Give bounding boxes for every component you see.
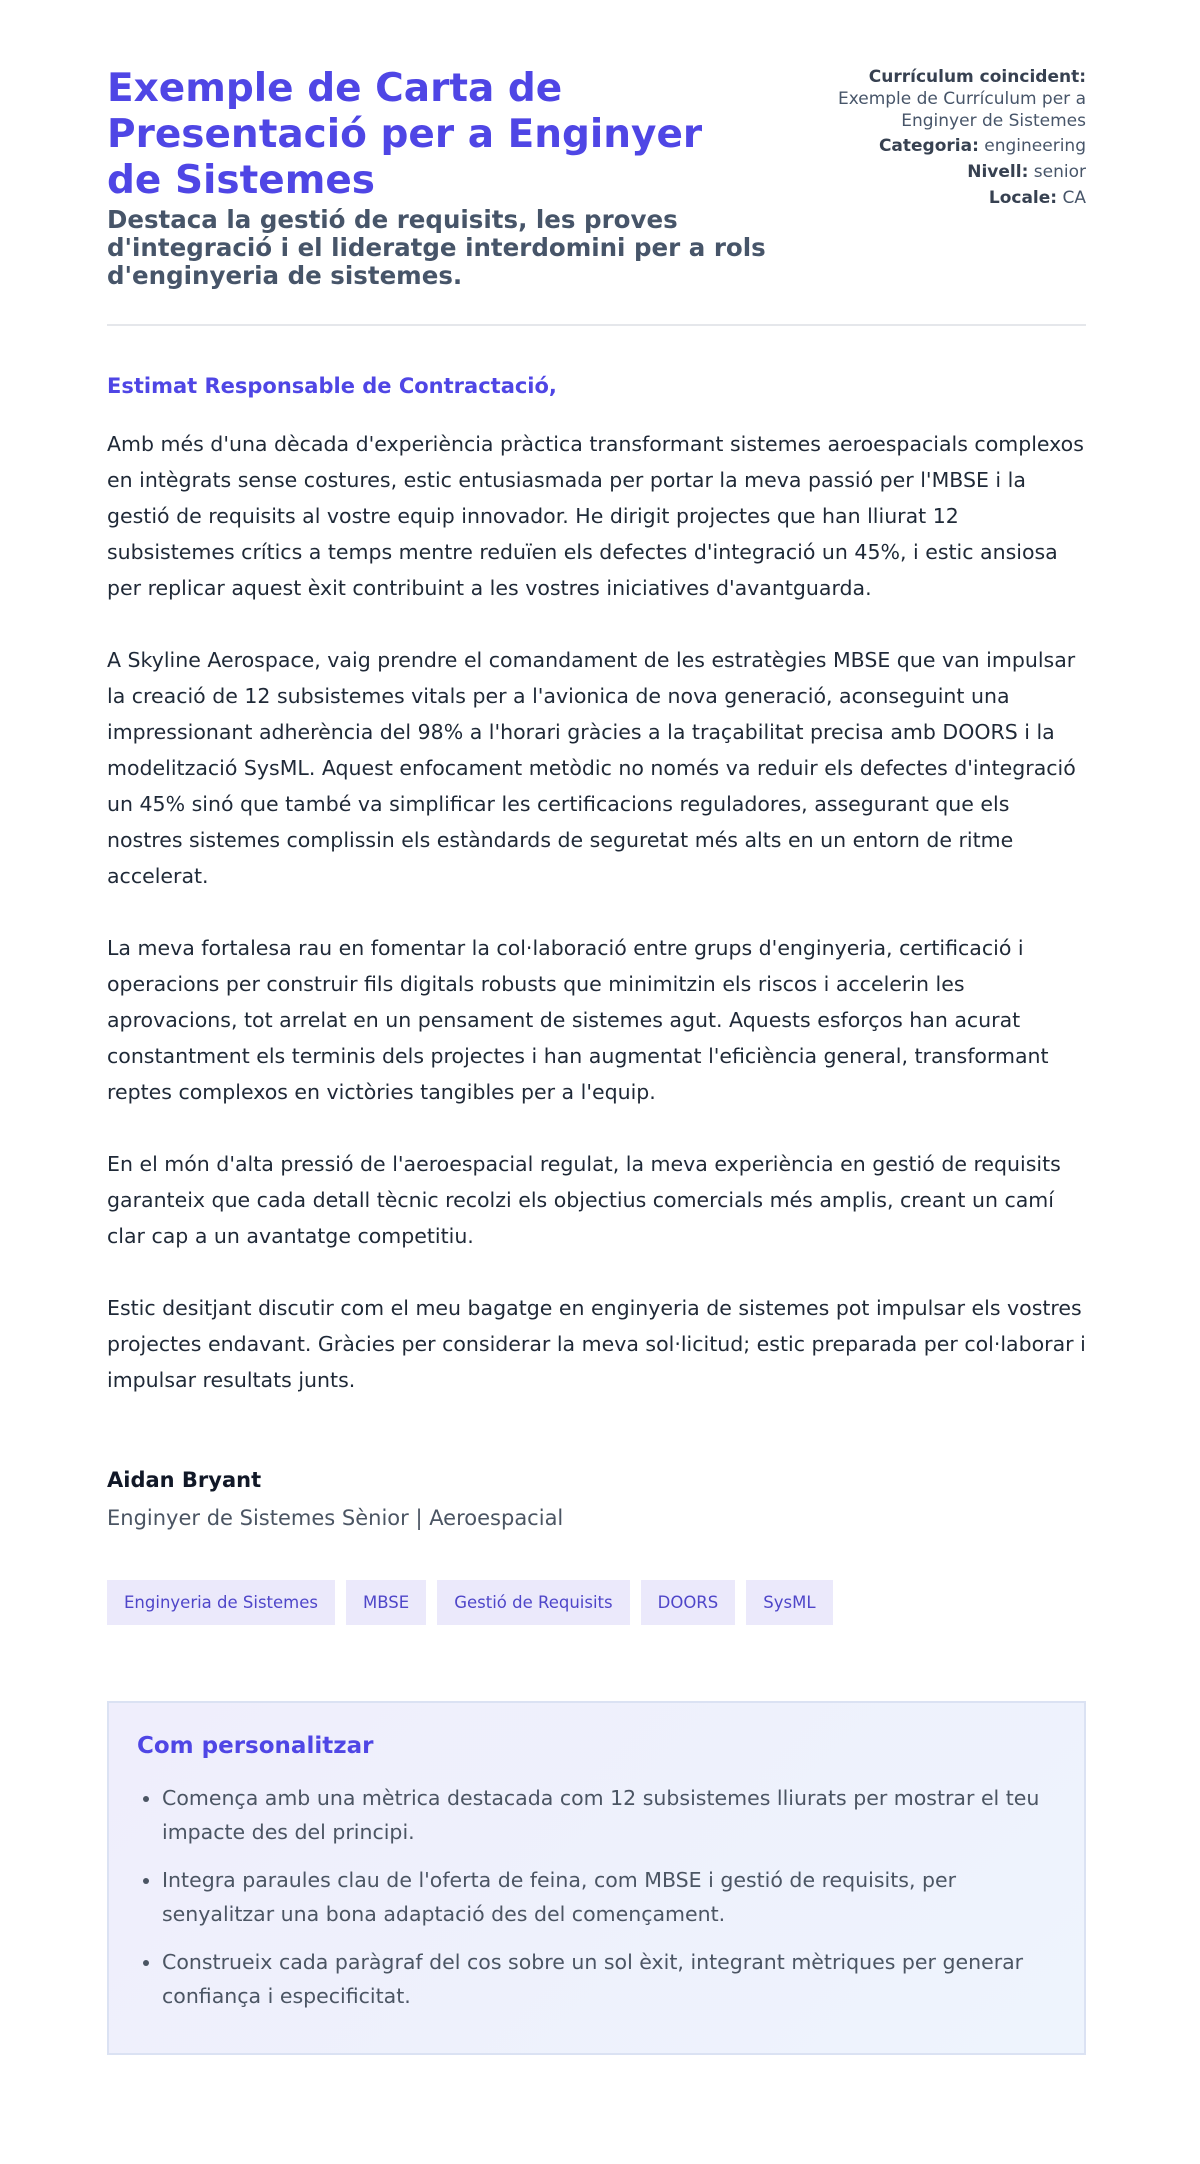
tip-item: • Comença amb una mètrica destacada com 12 subsistemes lliurats per mostrar el teu impacte des del principi. (162, 1781, 1056, 1849)
skill-tag: DOORS (641, 1580, 736, 1625)
page-header (107, 66, 1086, 290)
skill-tags (107, 1580, 1086, 1625)
tip-item: • Construeix cada paràgraf del cos sobre un sol èxit, integrant mètriques per generar confiança i especificitat. (162, 1945, 1056, 2013)
locale-value: CA (1062, 188, 1086, 208)
matched-resume (769, 66, 1086, 132)
matched-resume-label: Currículum coincident: (868, 67, 1086, 87)
level-value: senior (1033, 162, 1086, 182)
locale-label: Locale: (988, 188, 1058, 208)
paragraph: Estic desitjant discutir com el meu bagatge en enginyeria de sistemes pot impulsar els vostres projectes endavant. Gràcies per considerar la meva sol·licitud; estic preparada per col·laborar i impulsar resultats junts. (107, 1296, 1086, 1392)
skill-tag: MBSE (346, 1580, 426, 1625)
skill-tag: SysML (746, 1580, 832, 1625)
signature-role: Enginyer de Sistemes Sènior | Aeroespacial (107, 1506, 564, 1530)
tips-title: Com personalitzar (137, 1733, 374, 1759)
signature-name: Aidan Bryant (107, 1468, 262, 1492)
level-label: Nivell: (967, 162, 1029, 182)
matched-resume-link[interactable]: Exemple de Currículum per a Enginyer de Sistemes (837, 89, 1086, 131)
tip-item: • Integra paraules clau de l'oferta de feina, com MBSE i gestió de requisits, per senyalitzar una bona adaptació des del començament. (162, 1863, 1056, 1931)
signature (107, 1468, 1086, 1530)
customization-tips (107, 1701, 1086, 2055)
skill-tag: Gestió de Requisits (437, 1580, 629, 1625)
header-divider (107, 324, 1086, 326)
locale (769, 187, 1086, 209)
paragraph: La meva fortalesa rau en fomentar la col·laboració entre grups d'enginyeria, certificació i operacions per construir fils digitals robusts que minimitzin els riscos i accelerin les aprovacions, tot arrelat en un pensament de sistemes agut. Aquests esforços han acurat constantment els terminis dels projectes i han augmentat l'eficiència general, transformant reptes complexos en victòries tangibles per a l'equip. (107, 936, 1049, 1104)
tips-list (137, 1781, 1056, 2013)
skill-tag: Enginyeria de Sistemes (107, 1580, 335, 1625)
page-title: Exemple de Carta de Presentació per a Enginyer de Sistemes (107, 66, 703, 203)
metadata-panel (769, 66, 1086, 213)
category (769, 135, 1086, 157)
category-label: Categoria: (878, 136, 979, 156)
category-value: engineering (984, 136, 1086, 156)
paragraph: A Skyline Aerospace, vaig prendre el comandament de les estratègies MBSE que van impulsar la creació de 12 subsistemes vitals per a l'avionica de nova generació, aconseguint una impressionant adherència del 98% a l'horari gràcies a la traçabilitat precisa amb DOORS i la modelització SysML. Aquest enfocament metòdic no només va reduir els defectes d'integració un 45% sinó que també va simplificar les certificacions reguladores, assegurant que els nostres sistemes complissin els estàndards de seguretat més alts en un entorn de ritme accelerat. (107, 648, 1076, 888)
page-subtitle: Destaca la gestió de requisits, les proves d'integració i el lideratge interdomini per a rols d'enginyeria de sistemes. (107, 205, 766, 290)
level (769, 161, 1086, 183)
greeting: Estimat Responsable de Contractació, (107, 374, 557, 398)
paragraph: Amb més d'una dècada d'experiència pràctica transformant sistemes aeroespacials complexos en intègrats sense costures, estic entusiasmada per portar la meva passió per l'MBSE i la gestió de requisits al vostre equip innovador. He dirigit projectes que han lliurat 12 subsistemes crítics a temps mentre reduïen els defectes d'integració un 45%, i estic ansiosa per replicar aquest èxit contribuint a les vostres iniciatives d'avantguarda. (107, 432, 1084, 600)
letter-body (107, 426, 1086, 1398)
paragraph: En el món d'alta pressió de l'aeroespacial regulat, la meva experiència en gestió de requisits garanteix que cada detall tècnic recolzi els objectius comercials més amplis, creant un camí clar cap a un avantatge competitiu. (107, 1152, 1061, 1248)
title-block (107, 66, 769, 290)
